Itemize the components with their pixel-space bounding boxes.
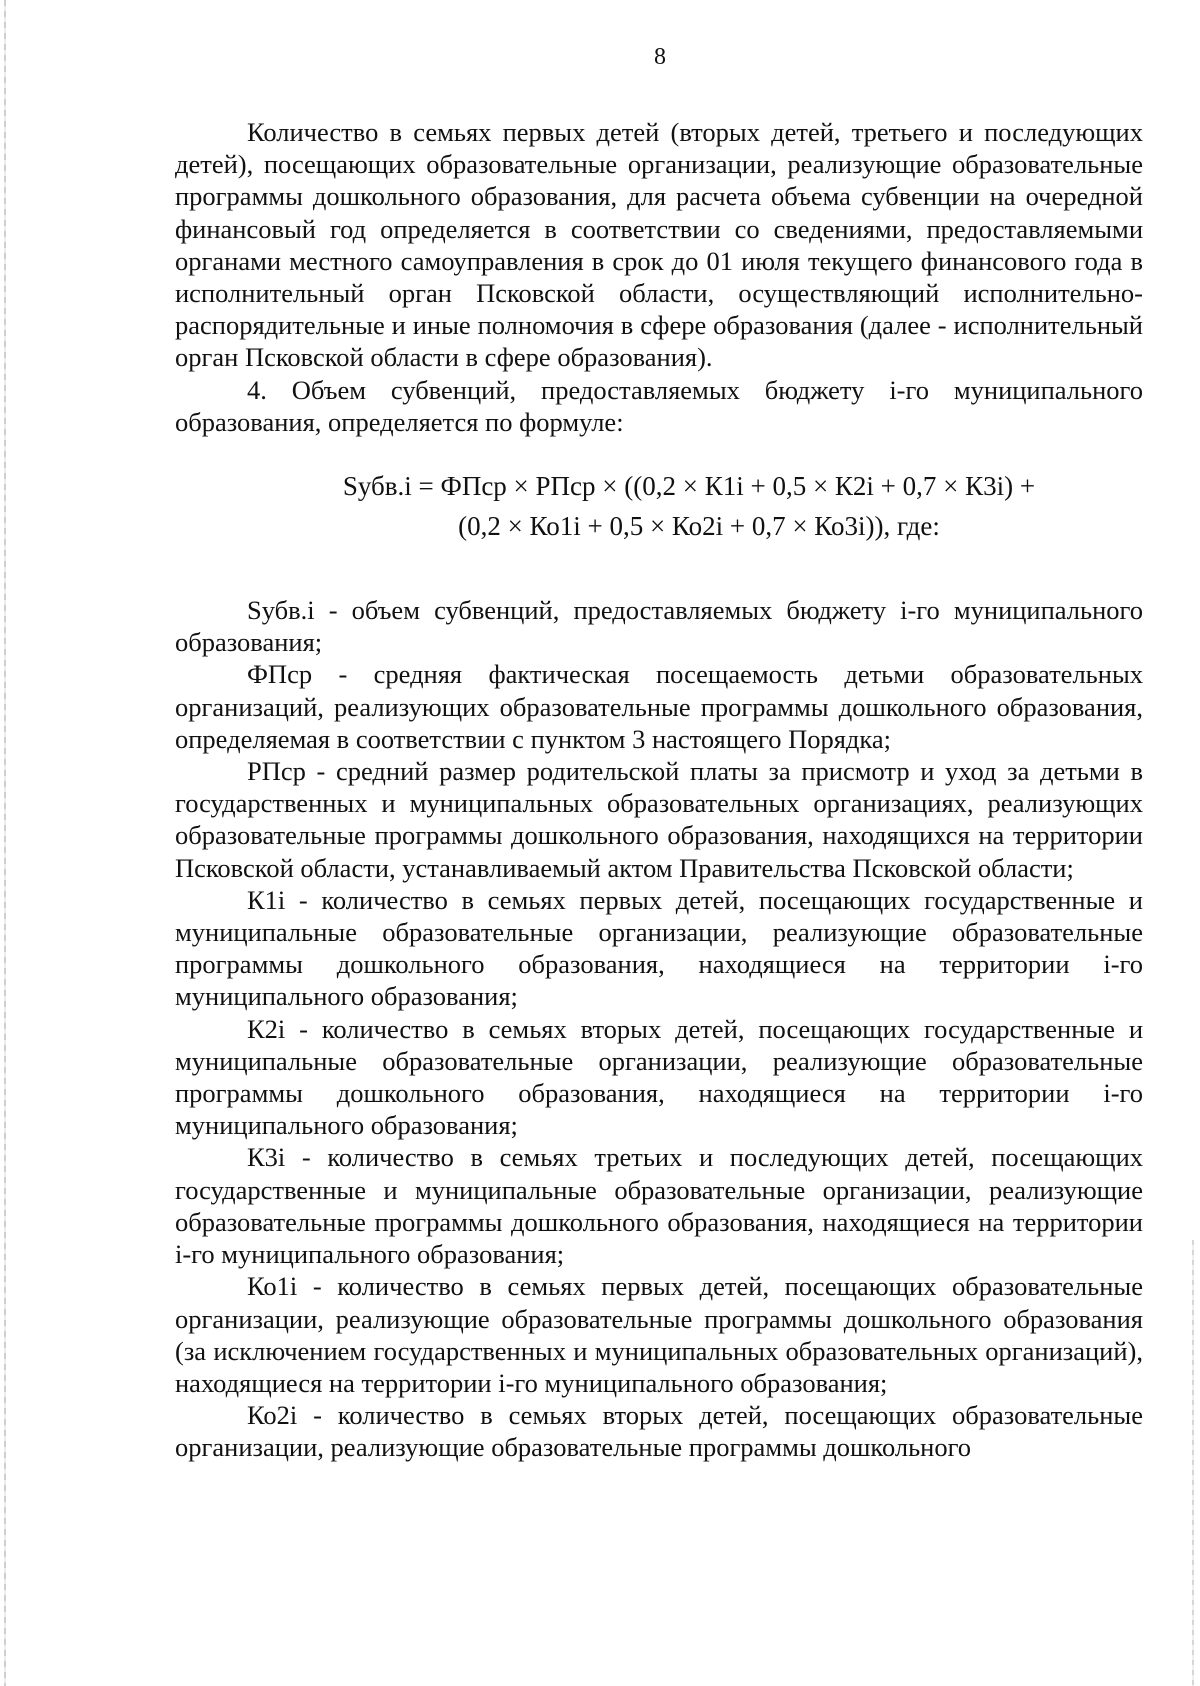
document-body: [175, 116, 1143, 1464]
definition-k3i: К3i - количество в семьях третьих и последующих детей, посещающих государственные и муниципальные образовательные организации, реализующие образовательные программы дошкольного образования, находящиеся на территории i-го муниципального образования;: [175, 1142, 1143, 1270]
subvention-formula: [175, 466, 1143, 546]
scan-edge-left: [4, 0, 6, 1686]
definition-rpsr: РПср - средний размер родительской платы за присмотр и уход за детьми в государственных и муниципальных образовательных организациях, реализующих образовательные программы дошкольного образования, находящихся на территории Псковской области, устанавливаемый актом Правительства Псковской области;: [175, 756, 1143, 883]
definition-k1i: К1i - количество в семьях первых детей, посещающих государственные и муниципальные образовательные организации, реализующие образовательные программы дошкольного образования, находящиеся на территории i-го муниципального образования;: [175, 884, 1143, 1012]
formula-line-2: (0,2 × Ко1i + 0,5 × Ко2i + 0,7 × Ко3i)), где:: [458, 511, 940, 542]
definition-k2i: К2i - количество в семьях вторых детей, посещающих государственные и муниципальные образовательные организации, реализующие образовательные программы дошкольного образования, находящиеся на территории i-го муниципального образования;: [175, 1013, 1143, 1141]
page-number: 8: [654, 44, 666, 70]
definition-ko1i: Ко1i - количество в семьях первых детей, посещающих образовательные организации, реализующие образовательные программы дошкольного образования (за исключением государственных и муниципальных образовательных организаций), находящиеся на территории i-го муниципального образования;: [175, 1271, 1143, 1398]
definition-subv: Sубв.i - объем субвенций, предоставляемых бюджету i-го муниципального образования;: [175, 595, 1143, 658]
formula-line-1: Sубв.i = ФПср × РПср × ((0,2 × К1i + 0,5 × К2i + 0,7 × К3i) +: [342, 471, 1036, 502]
paragraph-children-count-source: Количество в семьях первых детей (вторых детей, третьего и последующих детей), посещающих образовательные организации, реализующие образовательные программы дошкольного образования, для расчета объема субвенции на очередной финансовый год определяется в соответствии со сведениями, предоставляемыми органами местного самоуправления в срок до 01 июля текущего финансового года в исполнительный орган Псковской области, осуществляющий исполнительно-распорядительные и иные полномочия в сфере образования (далее - исполнительный орган Псковской области в сфере образования).: [175, 117, 1143, 373]
scan-edge-right: [1192, 1240, 1194, 1686]
definition-fpsr: ФПср - средняя фактическая посещаемость детьми образовательных организаций, реализующих образовательные программы дошкольного образования, определяемая в соответствии с пунктом 3 настоящего Порядка;: [175, 659, 1143, 754]
definition-ko2i: Ко2i - количество в семьях вторых детей, посещающих образовательные организации, реализующие образовательные программы дошкольного: [175, 1400, 1143, 1463]
paragraph-item-4-intro: 4. Объем субвенций, предоставляемых бюджету i-го муниципального образования, определяется по формуле:: [175, 374, 1143, 437]
